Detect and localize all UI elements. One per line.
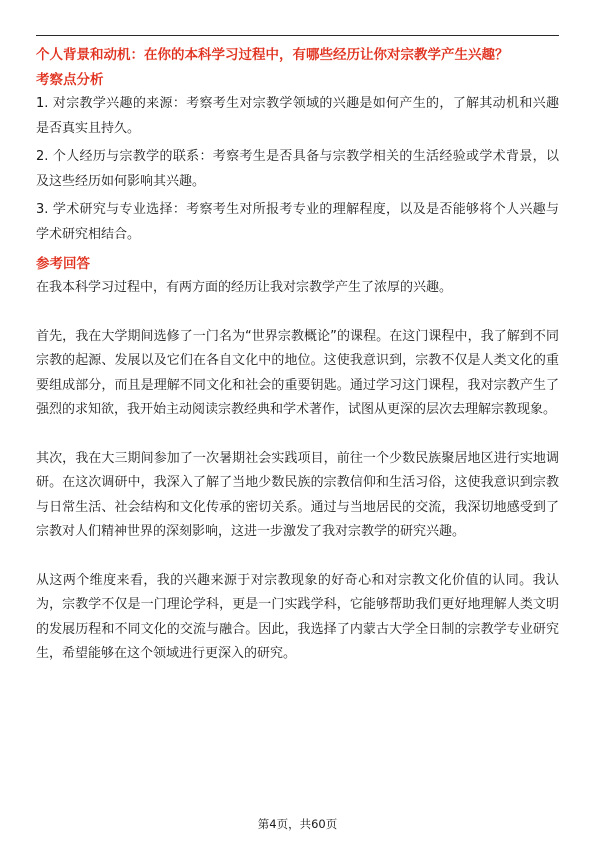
analysis-item-1: 1. 对宗教学兴趣的来源：考察考生对宗教学领域的兴趣是如何产生的，了解其动机和兴趣是否真实且持久。 [36, 96, 559, 136]
answer-paragraph-second: 其次，我在大三期间参加了一次暑期社会实践项目，前往一个少数民族聚居地区进行实地调研。在这次调研中，我深入了解了当地少数民族的宗教信仰和生活习俗，这使我意识到宗教与日常生活、社会结构和文化传承的密切关系。通过与当地居民的交流，我深切地感受到了宗教对人们精神世界的深刻影响，这进一步激发了我对宗教学的研究兴趣。 [36, 450, 559, 539]
analysis-item-2: 2. 个人经历与宗教学的联系：考察考生是否具备与宗教学相关的生活经验或学术背景，以及这些经历如何影响其兴趣。 [36, 149, 559, 189]
answer-paragraph-first: 首先，我在大学期间选修了一门名为“世界宗教概论”的课程。在这门课程中，我了解到不同宗教的起源、发展以及它们在各自文化中的地位。这使我意识到，宗教不仅是人类文化的重要组成部分，而且是理解不同文化和社会的重要钥匙。通过学习这门课程，我对宗教产生了强烈的求知欲，我开始主动阅读宗教经典和学术著作，试图从更深的层次去理解宗教现象。 [36, 328, 559, 417]
page-number: 第4页，共60页 [257, 817, 338, 831]
analysis-heading: 考察点分析 [36, 72, 104, 88]
answer-paragraph-conclusion: 从这两个维度来看，我的兴趣来源于对宗教现象的好奇心和对宗教文化价值的认同。我认为，宗教学不仅是一门理论学科，更是一门实践学科，它能够帮助我们更好地理解人类文明的发展历程和不同文化的交流与融合。因此，我选择了内蒙古大学全日制的宗教学专业研究生，希望能够在这个领域进行更深入的研究。 [36, 572, 559, 661]
analysis-item-3: 3. 学术研究与专业选择：考察考生对所报考专业的理解程度，以及是否能够将个人兴趣与学术研究相结合。 [36, 202, 559, 242]
answer-paragraph-intro: 在我本科学习过程中，有两方面的经历让我对宗教学产生了浓厚的兴趣。 [36, 280, 453, 295]
answer-heading: 参考回答 [36, 256, 90, 272]
question-title: 个人背景和动机：在你的本科学习过程中，有哪些经历让你对宗教学产生兴趣？ [36, 47, 509, 63]
top-divider [36, 35, 559, 36]
document-body [36, 44, 559, 667]
